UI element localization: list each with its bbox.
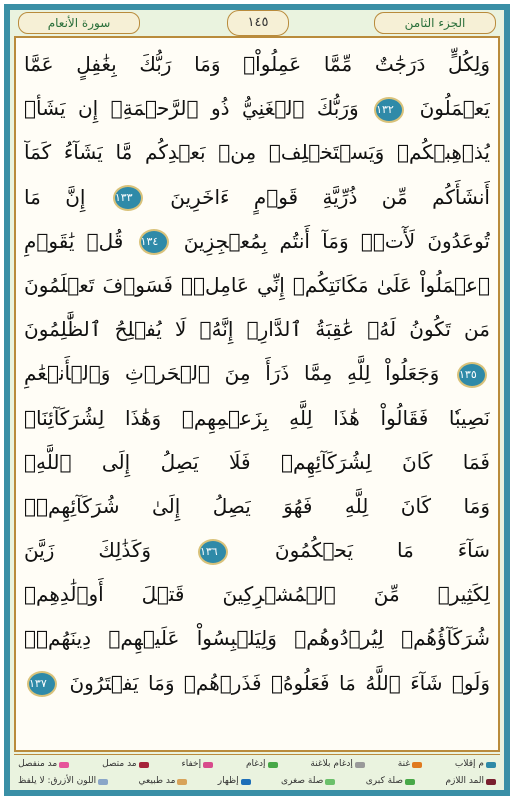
verse-text: يَعۡمَلُونَ — [407, 96, 490, 121]
legend-swatch — [268, 762, 278, 768]
legend-swatch — [486, 762, 496, 768]
verse-line — [24, 440, 490, 484]
verse-line — [24, 351, 490, 395]
legend-item — [310, 756, 365, 773]
verse-line — [24, 572, 490, 616]
legend-label: مد منفصل — [18, 759, 58, 769]
legend-label: صلة كبرى — [365, 776, 404, 786]
ayah-number-marker: ١٣٢ — [374, 97, 404, 123]
verse-line — [24, 307, 490, 351]
verse-text: وَلَوۡ شَآءَ ٱللَّهُ مَا فَعَلُوهُۖ فَذَرۡهُمۡ وَمَا يَفۡتَرُونَ — [60, 670, 490, 695]
legend-item — [182, 756, 214, 773]
legend-label: اللون الأزرق: لا يلفظ — [18, 776, 97, 786]
legend-swatch — [355, 762, 365, 768]
verse-text: شُرَكَآؤُهُمۡ لِيُرۡدُوهُمۡ وَلِيَلۡبِسُواْ عَلَيۡهِمۡ دِينَهُمۡۖ — [24, 626, 490, 651]
verse-line — [24, 219, 490, 263]
ayah-number-marker: ١٣٤ — [139, 229, 169, 255]
legend-item — [18, 773, 108, 790]
legend-swatch — [412, 762, 422, 768]
legend-swatch — [486, 779, 496, 785]
legend-item — [281, 773, 335, 790]
ayah-number-marker: ١٣٥ — [457, 362, 487, 388]
legend-label: غنة — [397, 759, 411, 769]
verse-text: تُوعَدُونَ لَأٓتٖۖ وَمَآ أَنتُم بِمُعۡجِزِينَ — [171, 228, 490, 253]
verse-text: نَصِيبٗا فَقَالُواْ هَٰذَا لِلَّهِ بِزَعۡمِهِمۡ وَهَٰذَا لِشُرَكَآئِنَاۖ — [24, 405, 490, 430]
verse-line — [24, 130, 490, 174]
legend-swatch — [59, 762, 69, 768]
verse-text: فَمَا كَانَ لِشُرَكَآئِهِمۡ فَلَا يَصِلُ إِلَى ٱللَّهِۖ — [24, 449, 490, 474]
surah-label: سورة الأنعام — [18, 12, 140, 34]
verse-line — [24, 175, 490, 219]
verse-line — [24, 528, 490, 572]
legend-item — [139, 773, 188, 790]
legend-label: مد طبيعي — [138, 776, 176, 786]
verse-lines — [24, 42, 490, 705]
verse-text: أَنشَأَكُم مِّن ذُرِّيَّةِ قَوۡمٍ ءَاخَرِينَ — [145, 184, 490, 209]
legend-divider — [14, 754, 500, 755]
verse-text: يُذۡهِبۡكُمۡ وَيَسۡتَخۡلِفۡ مِنۢ بَعۡدِكُم مَّا يَشَآءُ كَمَآ — [24, 140, 490, 165]
ayah-number-marker: ١٣٧ — [27, 671, 57, 697]
verse-line — [24, 42, 490, 86]
verse-line — [24, 616, 490, 660]
verse-text: ٱعۡمَلُواْ عَلَىٰ مَكَانَتِكُمۡ إِنِّي عَامِلٞۖ فَسَوۡفَ تَعۡلَمُونَ — [24, 272, 490, 297]
verse-text: قُلۡ يَٰقَوۡمِ — [24, 228, 136, 253]
legend-swatch — [203, 762, 213, 768]
verse-line — [24, 484, 490, 528]
legend-label: إظهار — [217, 776, 239, 786]
legend-item — [18, 756, 69, 773]
ayah-number-marker: ١٣٣ — [113, 185, 143, 211]
verse-text: وَكَذَٰلِكَ زَيَّنَ — [24, 538, 195, 563]
verse-line — [24, 661, 490, 705]
legend-label: إدغام — [245, 759, 266, 769]
legend-item — [246, 756, 278, 773]
verse-line — [24, 396, 490, 440]
legend-item — [366, 773, 415, 790]
legend-swatch — [325, 779, 335, 785]
verse-text: وَجَعَلُواْ لِلَّهِ مِمَّا ذَرَأَ مِنَ ٱلۡحَرۡثِ وَٱلۡأَنۡعَٰمِ — [24, 361, 454, 386]
page-number: ١٤٥ — [227, 10, 289, 36]
legend-label: إخفاء — [181, 759, 202, 769]
juz-label: الجزء الثامن — [374, 12, 496, 34]
legend-item — [102, 756, 149, 773]
legend-swatch — [405, 779, 415, 785]
page-header — [14, 10, 500, 34]
legend-item — [445, 773, 496, 790]
legend-label: صلة صغرى — [281, 776, 324, 786]
legend-label: م إقلاب — [454, 759, 484, 769]
legend-row — [14, 756, 500, 773]
legend-label: مد متصل — [102, 759, 137, 769]
verse-text: مَن تَكُونُ لَهُۥ عَٰقِبَةُ ٱلدَّارِۚ إِنَّهُۥ لَا يُفۡلِحُ ٱلظَّٰلِمُونَ — [24, 317, 490, 342]
legend-label: إدغام بلاغنة — [310, 759, 353, 769]
legend-row — [14, 773, 500, 790]
legend-item — [398, 756, 422, 773]
legend-swatch — [177, 779, 187, 785]
legend-swatch — [139, 762, 149, 768]
verse-line — [24, 86, 490, 130]
legend-item — [218, 773, 251, 790]
legend-label: المد اللازم — [445, 776, 484, 786]
verse-text: إِنَّ مَا — [24, 184, 110, 209]
verse-line — [24, 263, 490, 307]
tajweed-legend — [14, 756, 500, 792]
verse-text: سَآءَ مَا يَحۡكُمُونَ — [230, 538, 490, 563]
verse-text: وَلِكُلٍّ دَرَجَٰتٌ مِّمَّا عَمِلُواْۚ وَمَا رَبُّكَ بِغَٰفِلٍ عَمَّا — [24, 52, 490, 76]
verse-text: وَمَا كَانَ لِلَّهِ فَهُوَ يَصِلُ إِلَىٰ شُرَكَآئِهِمۡۗ — [24, 493, 490, 518]
legend-swatch — [241, 779, 251, 785]
verse-text: وَرَبُّكَ ٱلۡغَنِيُّ ذُو ٱلرَّحۡمَةِۚ إِن يَشَأۡ — [24, 96, 372, 121]
legend-swatch — [98, 779, 108, 785]
verse-text: لِكَثِيرٖ مِّنَ ٱلۡمُشۡرِكِينَ قَتۡلَ أَوۡلَٰدِهِمۡ — [24, 582, 490, 607]
ayah-number-marker: ١٣٦ — [198, 539, 228, 565]
legend-item — [455, 756, 496, 773]
